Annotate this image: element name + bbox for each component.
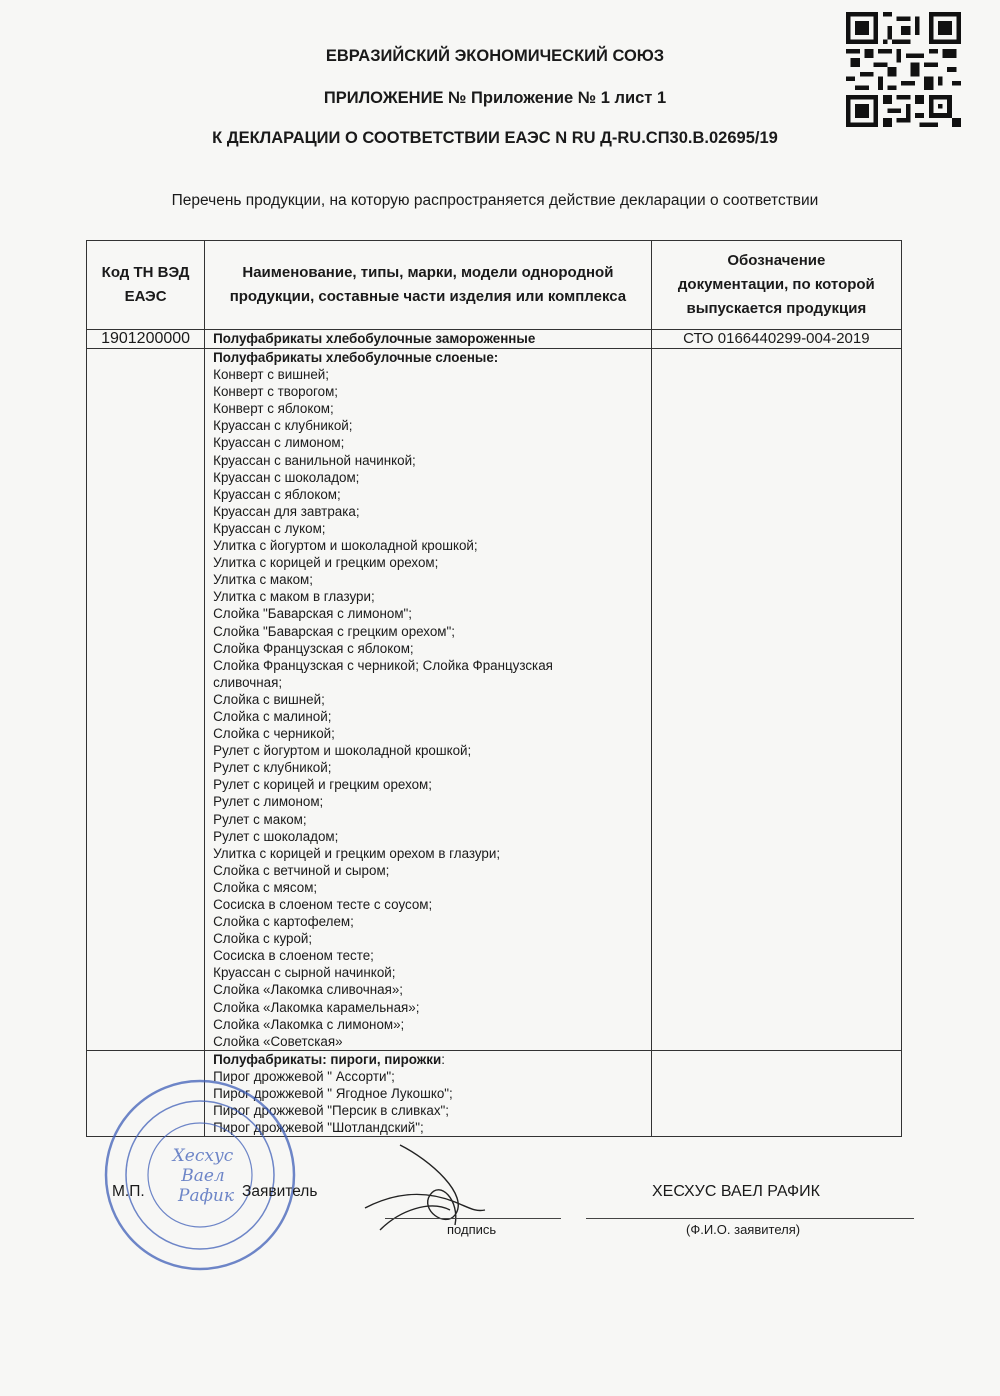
list-item: Рулет с йогуртом и шоколадной крошкой; (213, 743, 472, 759)
signature-caption: подпись (447, 1222, 497, 1237)
list-item: Сосиска в слоеном тесте с соусом; (213, 897, 433, 912)
applicant-name: ХЕСХУС ВАЕЛ РАФИК (652, 1183, 820, 1200)
list-item: Сосиска в слоеном тесте; (213, 948, 374, 964)
table-row (87, 349, 902, 1051)
signature-line (385, 1218, 561, 1219)
list-item: Слойка «Лакомка с лимоном»; (213, 1016, 405, 1032)
list-item: Улитка с йогуртом и шоколадной крошкой; (213, 538, 478, 554)
stamp-text-3: Рафик (178, 1186, 234, 1206)
list-item: Улитка с корицей и грецким орехом; (213, 555, 439, 571)
header-appendix: ПРИЛОЖЕНИЕ № Приложение № 1 лист 1 (323, 89, 667, 107)
list-item: Конверт с творогом; (213, 384, 339, 400)
intro-text: Перечень продукции, на которую распространяется действие декларации о соответствии (171, 192, 819, 209)
list-item: Круассан для завтрака; (213, 503, 360, 519)
doc-reference: СТО 0166440299-004-2019 (651, 330, 901, 349)
header-name-line1: Наименование, типы, марки, модели однородной (242, 264, 614, 281)
header-name (205, 241, 652, 330)
list-item: Конверт с вишней; (213, 367, 329, 383)
fio-caption: (Ф.И.О. заявителя) (686, 1222, 801, 1237)
list-item: Рулет с маком; (213, 811, 307, 827)
list-item: Круассан с луком; (213, 520, 326, 536)
header-doc (651, 241, 901, 330)
table-row (87, 330, 902, 349)
group2-title-suffix: : (441, 1051, 445, 1067)
list-item: Круассан с сырной начинкой; (213, 965, 396, 981)
list-item: Слойка "Баварская с лимоном"; (213, 606, 413, 622)
group2-title-line (213, 1051, 651, 1068)
header-doc-line3: выпускается продукция (686, 300, 867, 317)
applicant-label: Заявитель (242, 1183, 318, 1200)
list-item: Слойка «Советская» (213, 1033, 343, 1049)
list-item: Пирог дрожжевой " Ассорти"; (213, 1068, 395, 1084)
group1-cell (205, 349, 652, 1051)
list-item: Улитка с корицей и грецким орехом в глазури; (213, 845, 501, 861)
list-item: Слойка «Лакомка карамельная»; (213, 999, 420, 1015)
group1-list (213, 366, 651, 1050)
list-item: Улитка с маком; (213, 572, 313, 588)
header-code-line2: ЕАЭС (124, 288, 167, 305)
first-item: Полуфабрикаты хлебобулочные замороженные (213, 331, 536, 346)
list-item: Слойка с ветчиной и сыром; (213, 862, 390, 878)
list-item: Слойка с картофелем; (213, 914, 354, 930)
list-item: Слойка Французская с яблоком; (213, 640, 414, 656)
name-line (586, 1218, 914, 1219)
round-stamp (100, 1075, 300, 1275)
empty-cell (651, 349, 901, 1051)
tnved-code: 1901200000 (87, 330, 205, 349)
header-code (87, 241, 205, 330)
list-item: Слойка «Лакомка сливочная»; (213, 982, 404, 998)
table-header-row (87, 241, 902, 330)
list-item: Слойка с вишней; (213, 691, 325, 707)
list-item: Слойка Французская с черникой; Слойка Французская сливочная; (213, 657, 553, 690)
list-item: Улитка с маком в глазури; (213, 589, 375, 605)
header-doc-line2: документации, по которой (677, 276, 875, 293)
list-item: Круассан с шоколадом; (213, 469, 360, 485)
list-item: Слойка "Баварская с грецким орехом"; (213, 623, 455, 639)
list-item: Слойка с черникой; (213, 726, 335, 742)
empty-cell (87, 349, 205, 1051)
stamp-text-1: Хесхус (172, 1146, 234, 1166)
header-doc-line1: Обозначение (727, 252, 826, 269)
product-table (86, 240, 902, 1137)
list-item: Рулет с корицей и грецким орехом; (213, 777, 432, 793)
group2-title: Полуфабрикаты: пироги, пирожки (213, 1051, 442, 1067)
header-code-line1: Код ТН ВЭД (101, 264, 190, 281)
list-item: Рулет с лимоном; (213, 794, 324, 810)
group1-title: Полуфабрикаты хлебобулочные слоеные: (213, 350, 499, 365)
mp-label: М.П. (112, 1183, 145, 1200)
list-item: Рулет с шоколадом; (213, 828, 339, 844)
header-union: ЕВРАЗИЙСКИЙ ЭКОНОМИЧЕСКИЙ СОЮЗ (325, 47, 665, 65)
list-item: Конверт с яблоком; (213, 401, 334, 417)
qr-code (846, 12, 961, 127)
list-item: Круассан с яблоком; (213, 486, 341, 502)
first-item-cell (205, 330, 652, 349)
list-item: Пирог дрожжевой "Шотландский"; (213, 1120, 424, 1136)
empty-cell (651, 1050, 901, 1136)
list-item: Рулет с клубникой; (213, 760, 332, 776)
list-item: Круассан с лимоном; (213, 435, 345, 451)
list-item: Пирог дрожжевой "Персик в сливках"; (213, 1103, 450, 1119)
list-item: Круассан с клубникой; (213, 418, 353, 434)
list-item: Пирог дрожжевой " Ягодное Лукошко"; (213, 1086, 453, 1102)
list-item: Слойка с малиной; (213, 708, 332, 724)
list-item: Круассан с ванильной начинкой; (213, 452, 416, 468)
list-item: Слойка с мясом; (213, 879, 318, 895)
stamp-text-2: Ваел (181, 1166, 225, 1186)
list-item: Слойка с курой; (213, 931, 313, 947)
header-name-line2: продукции, составные части изделия или комплекса (229, 288, 627, 305)
header-declaration: К ДЕКЛАРАЦИИ О СООТВЕТСТВИИ ЕАЭС N RU Д-RU.СП30.В.02695/19 (212, 129, 778, 147)
